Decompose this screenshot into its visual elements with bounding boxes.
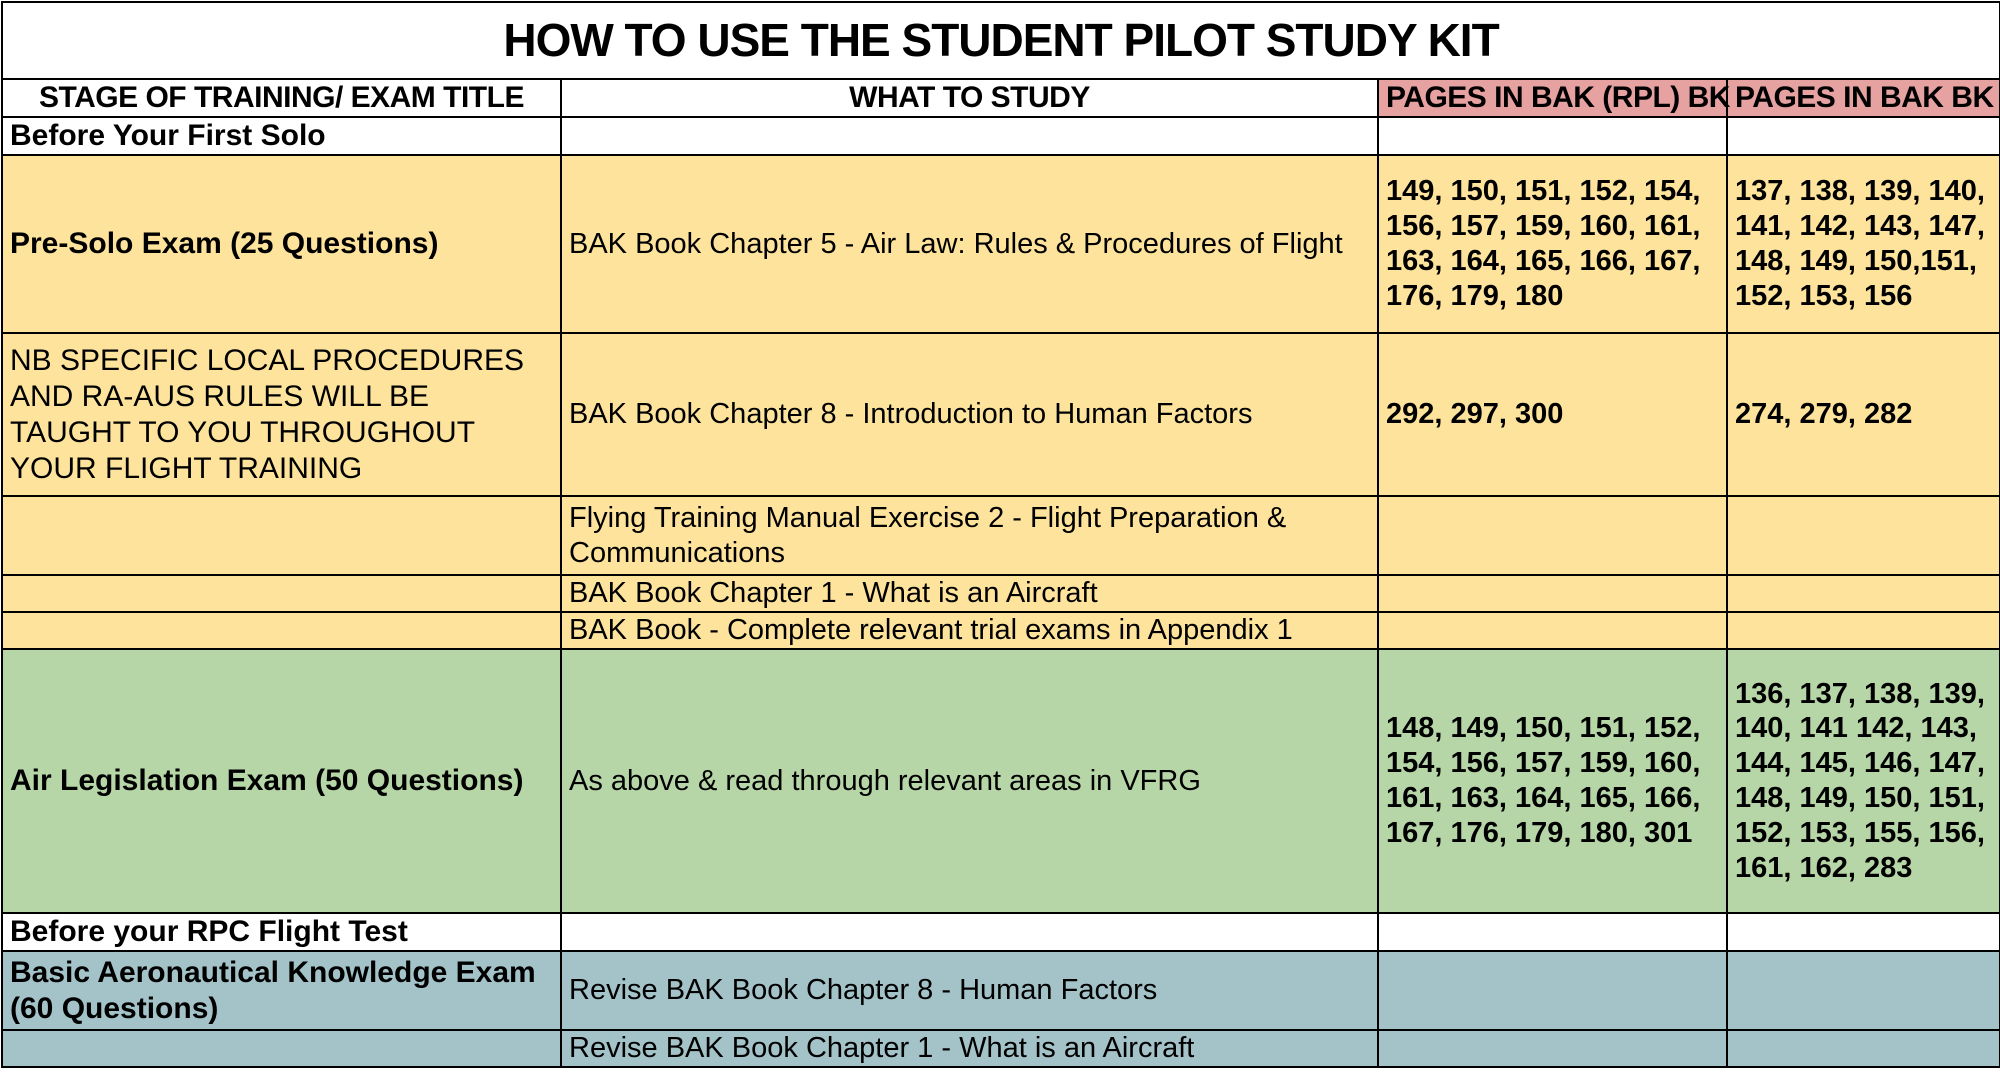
pages-bak-cell <box>1727 1030 2000 1067</box>
stage-cell: NB SPECIFIC LOCAL PROCEDURES AND RA-AUS RULES WILL BE TAUGHT TO YOU THROUGHOUT YOUR FLIGHT TRAINING <box>2 333 561 496</box>
pages-bak-cell <box>1727 612 2000 649</box>
table-row <box>2 155 2000 333</box>
pages-bak-cell: 137, 138, 139, 140, 141, 142, 143, 147, 148, 149, 150,151, 152, 153, 156 <box>1727 155 2000 333</box>
pages-rpl-cell: 148, 149, 150, 151, 152, 154, 156, 157, 159, 160, 161, 163, 164, 165, 166, 167, 176, 179, 180, 301 <box>1378 649 1727 913</box>
pages-rpl-cell: 149, 150, 151, 152, 154, 156, 157, 159, 160, 161, 163, 164, 165, 166, 167, 176, 179, 180 <box>1378 155 1727 333</box>
pages-bak-cell: 136, 137, 138, 139, 140, 141 142, 143, 144, 145, 146, 147, 148, 149, 150, 151, 152, 153, 155, 156, 161, 162, 283 <box>1727 649 2000 913</box>
stage-cell <box>2 1030 561 1067</box>
pages-bak-cell: 274, 279, 282 <box>1727 333 2000 496</box>
pages-bak-cell <box>1727 575 2000 612</box>
header-study: WHAT TO STUDY <box>561 79 1378 117</box>
pages-rpl-cell: 292, 297, 300 <box>1378 333 1727 496</box>
study-cell: Revise BAK Book Chapter 1 - What is an Aircraft <box>561 1030 1378 1067</box>
study-cell: BAK Book Chapter 1 - What is an Aircraft <box>561 575 1378 612</box>
study-kit-table <box>1 1 2000 1068</box>
pages-bak-cell <box>1727 951 2000 1030</box>
stage-cell: Before Your First Solo <box>2 117 561 155</box>
stage-cell: Before your RPC Flight Test <box>2 913 561 951</box>
study-cell: BAK Book Chapter 8 - Introduction to Human Factors <box>561 333 1378 496</box>
header-pages-rpl: PAGES IN BAK (RPL) BK <box>1378 79 1727 117</box>
pages-rpl-cell <box>1378 496 1727 575</box>
page-title: HOW TO USE THE STUDENT PILOT STUDY KIT <box>2 2 2000 79</box>
study-cell: Revise BAK Book Chapter 8 - Human Factors <box>561 951 1378 1030</box>
table-row <box>2 951 2000 1030</box>
section-row-first-solo <box>2 117 2000 155</box>
header-row <box>2 79 2000 117</box>
pages-rpl-cell <box>1378 1030 1727 1067</box>
study-cell <box>561 117 1378 155</box>
stage-cell <box>2 496 561 575</box>
table-row <box>2 333 2000 496</box>
pages-bak-cell <box>1727 913 2000 951</box>
study-cell: As above & read through relevant areas in VFRG <box>561 649 1378 913</box>
table-row <box>2 612 2000 649</box>
header-stage: STAGE OF TRAINING/ EXAM TITLE <box>2 79 561 117</box>
section-row-rpc-flight-test <box>2 913 2000 951</box>
table-row <box>2 649 2000 913</box>
pages-rpl-cell <box>1378 575 1727 612</box>
pages-rpl-cell <box>1378 117 1727 155</box>
pages-rpl-cell <box>1378 951 1727 1030</box>
study-cell: BAK Book - Complete relevant trial exams in Appendix 1 <box>561 612 1378 649</box>
pages-rpl-cell <box>1378 913 1727 951</box>
stage-cell <box>2 612 561 649</box>
pages-bak-cell <box>1727 117 2000 155</box>
study-cell: BAK Book Chapter 5 - Air Law: Rules & Procedures of Flight <box>561 155 1378 333</box>
pages-bak-cell <box>1727 496 2000 575</box>
table-row <box>2 575 2000 612</box>
study-cell <box>561 913 1378 951</box>
stage-cell: Air Legislation Exam (50 Questions) <box>2 649 561 913</box>
stage-cell <box>2 575 561 612</box>
pages-rpl-cell <box>1378 612 1727 649</box>
table-row <box>2 1030 2000 1067</box>
table-row <box>2 496 2000 575</box>
header-pages-bak: PAGES IN BAK BK <box>1727 79 2000 117</box>
study-cell: Flying Training Manual Exercise 2 - Flight Preparation & Communications <box>561 496 1378 575</box>
stage-cell: Pre-Solo Exam (25 Questions) <box>2 155 561 333</box>
stage-cell: Basic Aeronautical Knowledge Exam (60 Questions) <box>2 951 561 1030</box>
